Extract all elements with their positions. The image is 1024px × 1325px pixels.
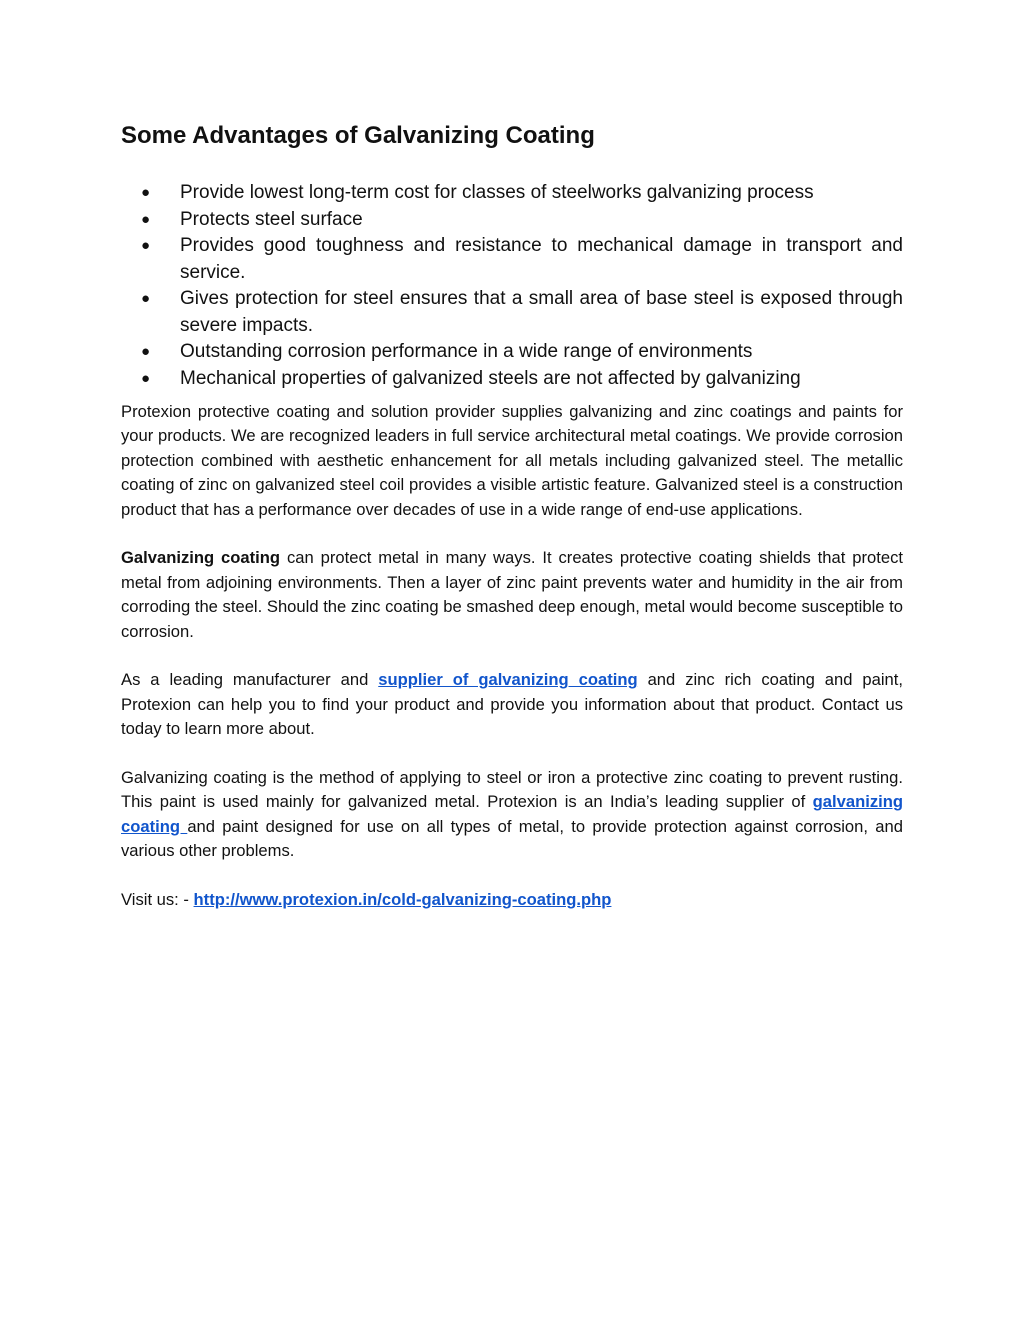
paragraph-text: and zinc rich coating and paint, Protexion can help you to find your product and provide you information about that product. Contact us today to learn more about.: [121, 670, 903, 739]
list-item: [121, 366, 903, 393]
document-page: [121, 118, 903, 910]
visit-label: Visit us: -: [121, 890, 194, 910]
intro-paragraph: Protexion protective coating and solution provider supplies galvanizing and zinc coatings and paints for your products. We are recognized leaders in full service architectural metal coatings. We provide corrosion protection combined with aesthetic enhancement for all metals including galvanized steel. The metallic coating of zinc on galvanized steel coil provides a visible artistic feature. Galvanized steel is a construction product that has a performance over decades of use in a wide range of end-use applications.: [121, 402, 903, 519]
method-paragraph: [121, 766, 903, 864]
paragraph-text: As a leading manufacturer and: [121, 670, 379, 690]
galvanizing-coating-link[interactable]: galvanizing coating: [121, 792, 903, 836]
list-item: [121, 286, 903, 339]
supplier-paragraph: [121, 668, 903, 741]
list-item: [121, 207, 903, 234]
visit-line: [121, 888, 903, 912]
list-item-text: Protects steel surface: [180, 208, 363, 230]
list-item: [121, 233, 903, 286]
galvanizing-paragraph: [121, 546, 903, 644]
list-item: [121, 339, 903, 366]
list-item-text: Mechanical properties of galvanized steels are not affected by galvanizing: [180, 367, 801, 389]
bullet-icon: ●: [141, 343, 151, 360]
bullet-icon: ●: [141, 237, 151, 254]
page-title: Some Advantages of Galvanizing Coating: [121, 122, 595, 149]
paragraph-text: and paint designed for use on all types of metal, to provide protection against corrosion, and various other problems.: [121, 816, 903, 861]
bullet-icon: ●: [141, 369, 151, 387]
advantages-list: [121, 180, 903, 392]
supplier-link[interactable]: supplier of galvanizing coating: [378, 670, 638, 690]
website-link[interactable]: http://www.protexion.in/cold-galvanizing-coating.php: [193, 890, 612, 910]
list-item: [121, 180, 903, 207]
bullet-icon: ●: [141, 290, 151, 307]
list-item-text: Provide lowest long-term cost for classes of steelworks galvanizing process: [180, 182, 814, 203]
bullet-icon: ●: [141, 184, 151, 201]
list-item-text: Provides good toughness and resistance to mechanical damage in transport and service.: [180, 235, 903, 283]
list-item-text: Gives protection for steel ensures that a small area of base steel is exposed through severe impacts.: [180, 288, 903, 336]
bold-term: Galvanizing coating: [121, 548, 281, 568]
paragraph-text: can protect metal in many ways. It creates protective coating shields that protect metal from adjoining environments. Then a layer of zinc paint prevents water and humidity in the air from corroding the steel. Should the zinc coating be smashed deep enough, metal would become susceptible to corrosion.: [121, 548, 903, 641]
list-item-text: Outstanding corrosion performance in a wide range of environments: [180, 341, 753, 362]
body-text: [121, 400, 903, 937]
bullet-icon: ●: [141, 210, 151, 228]
paragraph-text: Galvanizing coating is the method of applying to steel or iron a protective zinc coating to prevent rusting. This paint is used mainly for galvanized metal. Protexion is an India’s leading supplier of: [121, 768, 903, 812]
